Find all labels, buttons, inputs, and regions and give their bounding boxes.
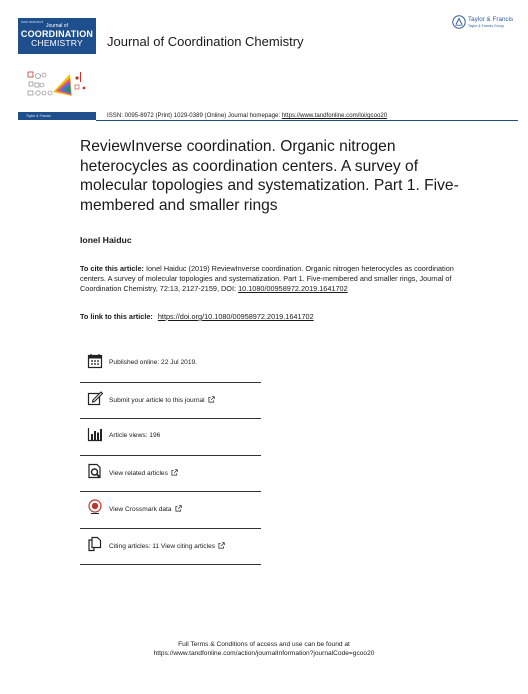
footer-terms-text: Full Terms & Conditions of access and use can be found at <box>178 641 350 648</box>
external-link-icon <box>208 396 215 403</box>
cite-text: Ionel Haiduc (2019) ReviewInverse coordination. Organic nitrogen heterocycles as coordination centers. A survey of molecular topologies and systematization. Part 1. Five-membered and smaller rings, Journal of Coordination Chemistry, 72:13, 2127-2159, DOI: <box>80 264 454 293</box>
crossmark-icon <box>87 499 103 515</box>
related-articles-item[interactable] <box>80 456 261 493</box>
published-online-item <box>80 346 261 383</box>
link-label: To link to this article: <box>80 312 153 321</box>
publisher-logo[interactable] <box>452 14 518 36</box>
related-articles-icon <box>87 463 103 479</box>
external-link-icon <box>175 505 182 512</box>
citation-block <box>80 264 460 293</box>
submit-article-text: Submit your article to this journal <box>109 396 205 404</box>
publisher-tagline: Taylor & Francis Group <box>468 24 504 28</box>
cover-line3: CHEMISTRY <box>31 38 83 48</box>
header-rule <box>96 120 518 121</box>
journal-title[interactable]: Journal of Coordination Chemistry <box>107 34 304 49</box>
publisher-bar-text: Taylor & Francis <box>26 114 52 118</box>
publisher-logo-icon <box>452 15 466 29</box>
article-link-line <box>80 312 314 321</box>
cite-label: To cite this article: <box>80 264 144 273</box>
related-articles-label <box>109 469 178 477</box>
footer <box>0 640 528 658</box>
article-info-list <box>80 346 261 565</box>
citing-articles-text: Citing articles: 11 View citing articles <box>109 542 216 550</box>
submit-article-item[interactable] <box>80 383 261 420</box>
journal-homepage-link[interactable]: https://www.tandfonline.com/loi/gcoo20 <box>281 112 388 119</box>
issn-line <box>107 112 387 119</box>
crossmark-label <box>109 505 182 513</box>
journal-cover <box>18 18 96 54</box>
submit-article-label <box>109 396 215 404</box>
citing-articles-icon <box>87 536 103 552</box>
publisher-name: Taylor & Francis <box>468 16 514 23</box>
article-doi-link[interactable]: https://doi.org/10.1080/00958972.2019.1641702 <box>157 312 314 321</box>
cite-doi-link[interactable]: 10.1080/00958972.2019.1641702 <box>238 283 348 293</box>
publisher-bar <box>18 112 96 120</box>
journal-graphic <box>26 70 92 100</box>
bar-chart-icon <box>87 426 103 442</box>
crossmark-text: View Crossmark data <box>109 506 172 513</box>
article-author: Ionel Haiduc <box>80 235 132 245</box>
article-title: ReviewInverse coordination. Organic nitrogen heterocycles as coordination centers. A survey of molecular topologies and systematization. Part 1. Five-membered and smaller rings <box>80 138 459 214</box>
article-views-label: Article views: 196 <box>109 432 161 439</box>
citing-articles-label <box>109 542 225 550</box>
article-views-item <box>80 419 261 456</box>
cover-line1: Journal of <box>46 23 68 29</box>
calendar-icon <box>87 353 103 369</box>
edit-icon <box>87 390 103 406</box>
related-articles-text: View related articles <box>109 469 168 477</box>
citing-articles-item[interactable] <box>80 529 261 566</box>
footer-terms-link[interactable]: https://www.tandfonline.com/action/journalInformation?journalCode=gcoo20 <box>153 650 375 657</box>
cover-issn: ISSN 0095-8972 <box>21 20 44 24</box>
external-link-icon <box>171 469 178 476</box>
external-link-icon <box>218 542 225 549</box>
issn-text: ISSN: 0095-8972 (Print) 1029-0389 (Online) Journal homepage: <box>107 112 282 119</box>
published-online-label: Published online: 22 Jul 2019. <box>109 359 197 366</box>
crossmark-item[interactable] <box>80 492 261 529</box>
cover-line2: COORDINATION <box>20 29 94 39</box>
